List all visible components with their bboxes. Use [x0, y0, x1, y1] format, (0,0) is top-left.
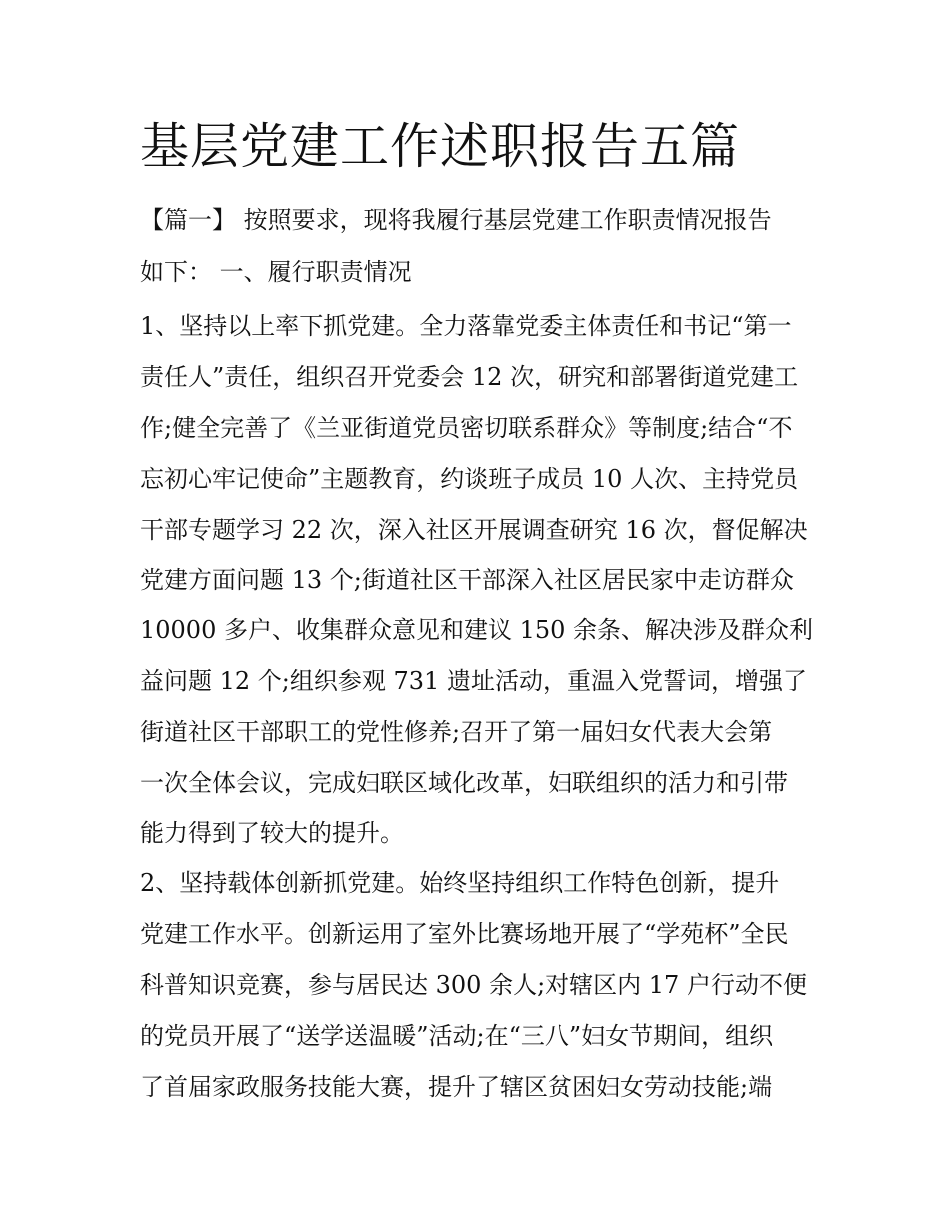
paragraph-line: 的党员开展了“送学送温暖”活动;在“三八”妇女节期间，组织 [140, 1022, 774, 1050]
paragraph-line: 党建方面问题 13 个;街道社区干部深入社区居民家中走访群众 [140, 566, 794, 594]
paragraph-line: 街道社区干部职工的党性修养;召开了第一届妇女代表大会第 [140, 718, 773, 746]
paragraph-line: 了首届家政服务技能大赛，提升了辖区贫困妇女劳动技能;端 [140, 1073, 773, 1101]
paragraph-line: 忘初心牢记使命”主题教育，约谈班子成员 10 人次、主持党员 [140, 465, 799, 493]
paragraph-line: 1、坚持以上率下抓党建。全力落靠党委主体责任和书记“第一 [140, 312, 792, 340]
paragraph-line: 【篇一】 按照要求，现将我履行基层党建工作职责情况报告 [140, 206, 772, 234]
document-title: 基层党建工作述职报告五篇 [140, 118, 741, 175]
paragraph-line: 如下： 一、履行职责情况 [140, 258, 412, 286]
paragraph-line: 能力得到了较大的提升。 [140, 819, 404, 847]
paragraph-line: 科普知识竞赛，参与居民达 300 余人;对辖区内 17 户行动不便 [140, 971, 807, 999]
paragraph-line: 10000 多户、收集群众意见和建议 150 余条、解决涉及群众利 [140, 616, 814, 644]
paragraph-line: 干部专题学习 22 次，深入社区开展调查研究 16 次，督促解决 [140, 516, 808, 544]
paragraph-line: 益问题 12 个;组织参观 731 遗址活动，重温入党誓词，增强了 [140, 667, 807, 695]
paragraph-line: 责任人”责任，组织召开党委会 12 次，研究和部署街道党建工 [140, 363, 799, 391]
paragraph-line: 党建工作水平。创新运用了室外比赛场地开展了“学苑杯”全民 [140, 920, 789, 948]
paragraph-line: 2、坚持载体创新抓党建。始终坚持组织工作特色创新，提升 [140, 869, 780, 897]
paragraph-line: 一次全体会议，完成妇联区域化改革，妇联组织的活力和引带 [140, 769, 788, 797]
paragraph-line: 作;健全完善了《兰亚街道党员密切联系群众》等制度;结合“不 [140, 414, 793, 442]
